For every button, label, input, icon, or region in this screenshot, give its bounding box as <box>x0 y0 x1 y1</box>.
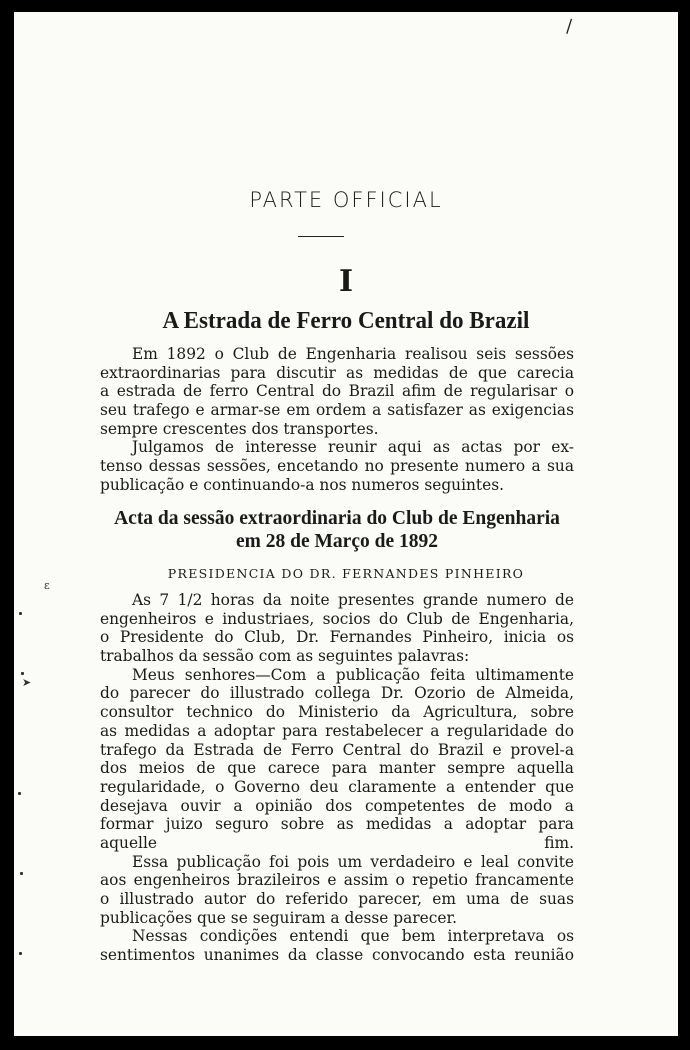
text-line: seu trafego e armar-se em ordem a satisfazer as exigencias <box>100 401 574 420</box>
text-line: o Presidente do Club, Dr. Fernandes Pinheiro, inicia os <box>100 628 574 647</box>
left-edge-specks <box>18 612 26 992</box>
minutes-heading <box>100 507 574 553</box>
text-line: do parecer do illustrado collega Dr. Ozorio de Almeida, <box>100 684 574 703</box>
corner-pen-mark: \ <box>560 16 578 37</box>
text-line: a estrada de ferro Central do Brazil afim de regularisar o <box>100 382 574 401</box>
text-line: Julgamos de interesse reunir aqui as actas por ex- <box>132 438 574 457</box>
text-line: desejava ouvir a opinião dos competentes de modo a <box>100 796 574 815</box>
text-line: sempre crescentes dos transportes. <box>100 419 379 438</box>
margin-mark: ε <box>44 579 50 592</box>
text-line: regularidade, o Governo deu claramente a entender que <box>100 777 574 796</box>
text-line: engenheiros e industriaes, socios do Club de Engenharia, <box>100 609 574 628</box>
text-line: formar juizo seguro sobre as medidas a adoptar para <box>100 815 574 834</box>
text-line: o illustrado autor do referido parecer, em uma de suas <box>100 890 574 908</box>
text-line: publicação e continuando-a nos numeros seguintes. <box>100 475 505 494</box>
presidency-line: PRESIDENCIA DO DR. FERNANDES PINHEIRO <box>167 566 525 581</box>
section-title: PARTE OFFICIAL <box>249 188 443 212</box>
chapter-number: I <box>338 264 354 299</box>
text-line: aquelle fim. <box>100 833 574 852</box>
minutes-heading-line: Acta da sessão extraordinaria do Club de Engenharia <box>114 508 560 529</box>
intro-paragraphs <box>100 345 574 495</box>
margin-arrow-mark: ➤ <box>22 676 32 689</box>
text-line: as medidas a adoptar para restabelecer a regularidade do <box>100 721 574 740</box>
text-line: extraordinarias para discutir as medidas de que carecia <box>100 363 574 382</box>
text-line: As 7 1/2 horas da noite presentes grande numero de <box>132 591 574 609</box>
text-line: trabalhos da sessão com as seguintes palavras: <box>100 647 470 666</box>
title-rule <box>298 236 344 237</box>
minutes-heading-line: em 28 de Março de 1892 <box>236 531 438 552</box>
text-line: Em 1892 o Club de Engenharia realisou seis sessões <box>132 345 574 363</box>
text-line: consultor technico do Ministerio da Agricultura, sobre <box>100 703 574 722</box>
text-line: trafego da Estrada de Ferro Central do Brazil e provel-a <box>100 740 574 759</box>
document-page <box>14 12 678 1036</box>
text-line: Essa publicação foi pois um verdadeiro e leal convite <box>132 852 574 871</box>
chapter-heading: A Estrada de Ferro Central do Brazil <box>162 308 530 334</box>
text-line: Meus senhores—Com a publicação feita ultimamente <box>132 665 574 684</box>
text-line: dos meios de que carece para manter sempre aquella <box>100 759 574 778</box>
text-line: tenso dessas sessões, encetando no presente numero a sua <box>100 457 574 476</box>
text-line: aos engenheiros brazileiros e assim o repetio francamente <box>100 871 574 890</box>
minutes-body <box>100 591 574 965</box>
text-line: publicações que se seguiram a desse parecer. <box>100 908 458 927</box>
text-line: Nessas condições entendi que bem interpretava os <box>132 927 574 946</box>
text-line: sentimentos unanimes da classe convocando esta reunião <box>100 946 574 965</box>
